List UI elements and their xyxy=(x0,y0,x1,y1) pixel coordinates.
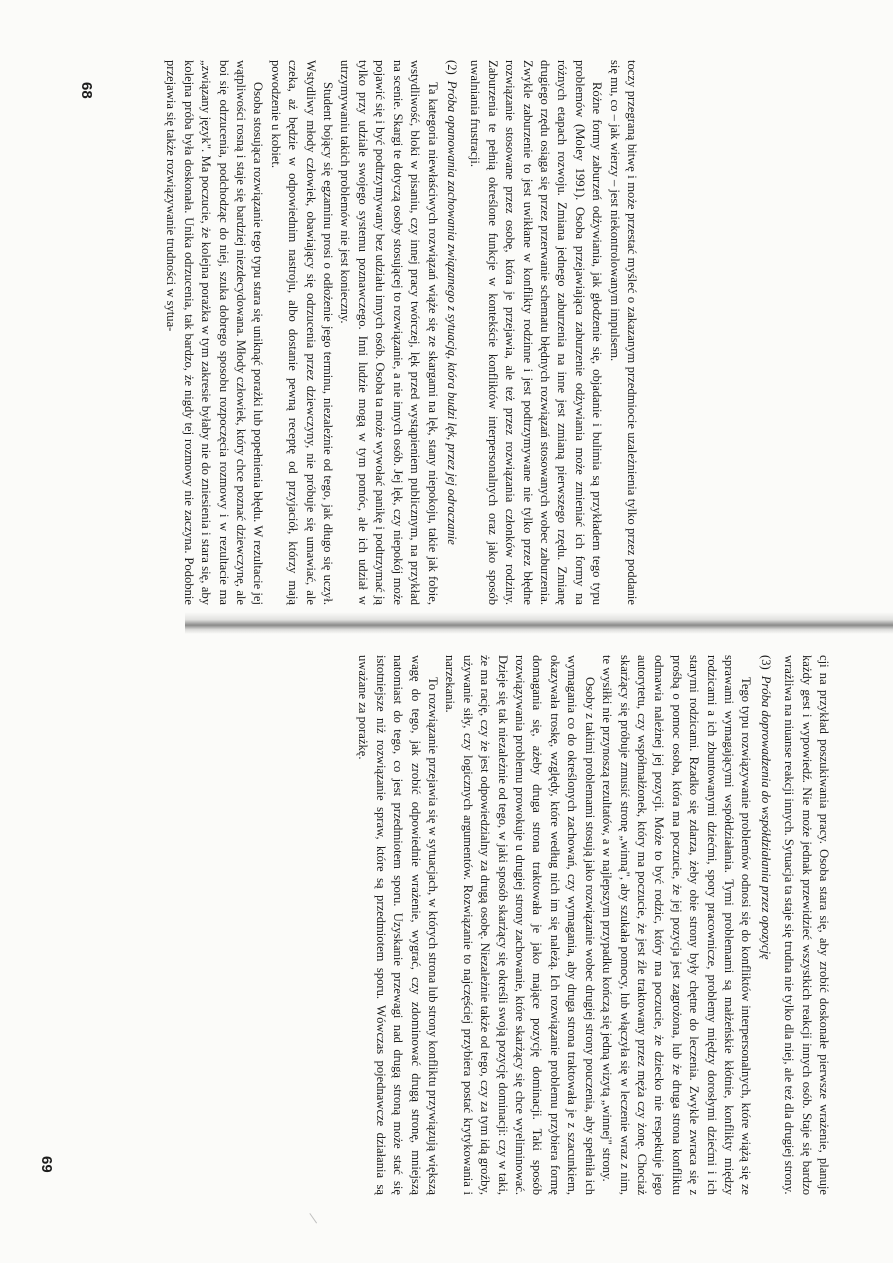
section-number: (2) xyxy=(444,60,459,75)
paragraph: cji na przykład poszukiwania pracy. Osoba stara się, aby zrobić doskonałe pierwsze wrażenie, planuje każdy gest i wypowiedź. Nie może jednak przewidzieć wszystkich reakcji innych osób. Staje się bardzo wrażliwa na niuanse reakcji innych. Sytuacja ta staje się trudna nie tylko dla niej, ale też dla drugiej strony. xyxy=(782,655,831,1195)
left-page-text xyxy=(115,60,640,605)
page-number: 69 xyxy=(38,1156,55,1173)
paragraph: Osoby z takimi problemami stosują jako rozwiązanie wobec drugiej strony pouczenia, aby spełniła ich wymagania co do określonych zachowań, czy wymagania, aby druga strona traktowała je z szacunkiem, okazywała troskę, względy, które według nich im się należą. Ich rozwiązanie problemu przybiera formę domagania się, ażeby druga strona traktowała je jako mające pozycję dominacji. Taki sposób rozwiązywania problemu prowokuje u drugiej strony zachowanie, które skarżący się chce wyeliminować. Dzieje się tak niezależnie od tego, w jaki sposób skarżący się określi swoją pozycję dominacji: czy w taki, że ma rację, czy że jest odpowiedzialny za drugą osobę. Niezależnie także od tego, czy za tym idą groźby, używanie siły, czy logicznych argumentów. Rozwiązanie to najczęściej przybiera postać krytykowania i narzekania. xyxy=(443,655,597,1195)
paragraph: Różne formy zaburzeń odżywiania, jak głodzenie się, objadanie i bulimia są przykładem tego typu problemów (Moley 1991). Osoba przejawiająca zaburzenie odżywiania może zmieniać ich formy na różnych etapach rozwoju. Zmiana jednego zaburzenia na inne jest zmianą pierwszego rzędu. Zmianę drugiego rzędu osiąga się przez przerwanie schematu błędnych rozwiązań stosowanych wobec zaburzenia. Zwykle zaburzenie to jest uwikłane w konflikty rodzinne i jest podtrzymywane nie tylko przez błędne rozwiązanie stosowane przez osobę, która je przejawia, ale też przez rozwiązania członków rodziny. Zaburzenia te pełnią określone funkcje w kontekście konfliktów interpersonalnych oraz jako sposób uwalniania frustracji. xyxy=(468,60,605,605)
page-number: 68 xyxy=(78,82,95,99)
paragraph: toczy przegraną bitwę i może przestać myśleć o zakazanym przedmiocie uzależnienia tylko przez poddanie się mu, co – jak wierzy – jest niekontrolowanym impulsem. xyxy=(607,60,639,605)
section-heading xyxy=(443,60,460,605)
book-fold-shadow xyxy=(185,612,893,634)
right-page-text xyxy=(92,655,832,1195)
section-heading xyxy=(756,655,773,1195)
section-title: Próba doprowadzenia do współdziałania przez opozycję xyxy=(758,675,773,960)
section-title: Próba opanowania zachowania związanego z sytuacją, która budzi lęk, przez jej odraczanie xyxy=(444,80,459,545)
section-number: (3) xyxy=(758,655,773,670)
paragraph: Tego typu rozwiązywanie problemów odnosi się do konfliktów interpersonalnych, które wiążą się ze sprawami wymagającymi współdziałania. Tymi problemami są małżeńskie kłótnie, konflikty między rodzicami a ich zbuntowanymi dziećmi, spory pracownicze, problemy między dorosłymi dziećmi i ich starymi rodzicami. Rzadko się zdarza, żeby obie strony były chętne do leczenia. Zwykle zwraca się z prośbą o pomoc osoba, która ma poczucie, że jej pozycja jest zagrożona, lub że druga strona konfliktu odmawia należnej jej pozycji. Może to być rodzic, który ma poczucie, że dziecko nie respektuje jego autorytetu, czy współmałżonek, który ma poczucie, że jest źle traktowany przez męża czy żonę. Chociaż skarżący się próbuje zmusić stronę „winną", aby szukała pomocy, lub włączyła się w leczenie wraz z nim, te wysiłki nie przynoszą rezultatów, a w najlepszym przypadku kończą się jedną wizytą „winnej" strony. xyxy=(600,655,754,1195)
paragraph: Osoba stosująca rozwiązanie tego typu stara się uniknąć porażki lub popełnienia błędu. W rezultacie jej wątpliwości rosną i staje się bardziej niezdecydowana. Młody człowiek, który chce poznać dziewczynę, ale boi się odrzucenia, podchodząc do niej, szuka dobrego sposobu rozpoczęcia rozmowy i w rezultacie ma „związany język". Ma poczucie, że kolejna porażka w tym zakresie byłaby nie do zniesienia i stara się, aby kolejna próba była doskonała. Unika odrzucenia, tak bardzo, że nigdy tej rozmowy nie zaczyna. Podobnie przejawia się także rozwiązywanie trudności w sytua- xyxy=(164,60,266,605)
paragraph: Ta kategoria niewłaściwych rozwiązań wiąże się ze skargami na lęk, stany niepokoju, takie jak fobie, wstydliwość, bloki w pisaniu, czy innej pracy twórczej, lęk przed wystąpieniem publicznym, na przykład na scenie. Skargi te dotyczą osoby stosującej to rozwiązanie, a nie innych osób. Jej lęk, czy niepokój może pojawić się i być podtrzymywany bez udziału innych osób. Osoba ta może wywołać panikę i podtrzymać ją tylko przy udziale swojego systemu poznawczego. Inni ludzie mogą w tym pomóc, ale ich udział w utrzymywaniu takich problemów nie jest konieczny. xyxy=(338,60,440,605)
paragraph: To rozwiązanie przejawia się w sytuacjach, w których strona lub strony konfliktu przywiązują większą wagę do tego, jak zrobić odpowiednie wrażenie, wygrać, czy zdominować drugą stronę, mniejszą natomiast do tego, co jest przedmiotem sporu. Uzyskanie przewagi nad drugą stroną może stać się istotniejsze niż rozwiązanie spraw, które są przedmiotem sporu. Wówczas pojednawcze działania są uważane za porażkę. xyxy=(356,655,441,1195)
paragraph: Student bojący się egzaminu prosi o odłożenie jego terminu, niezależnie od tego, jak długo się uczył. Wstydliwy młody człowiek, obawiający się odrzucenia przez dziewczyny, nie próbuje się umawiać, ale czeka, aż będzie w odpowiednim nastroju, albo dostanie pewną receptę od przyjaciół, którzy mają powodzenie u kobiet. xyxy=(268,60,336,605)
